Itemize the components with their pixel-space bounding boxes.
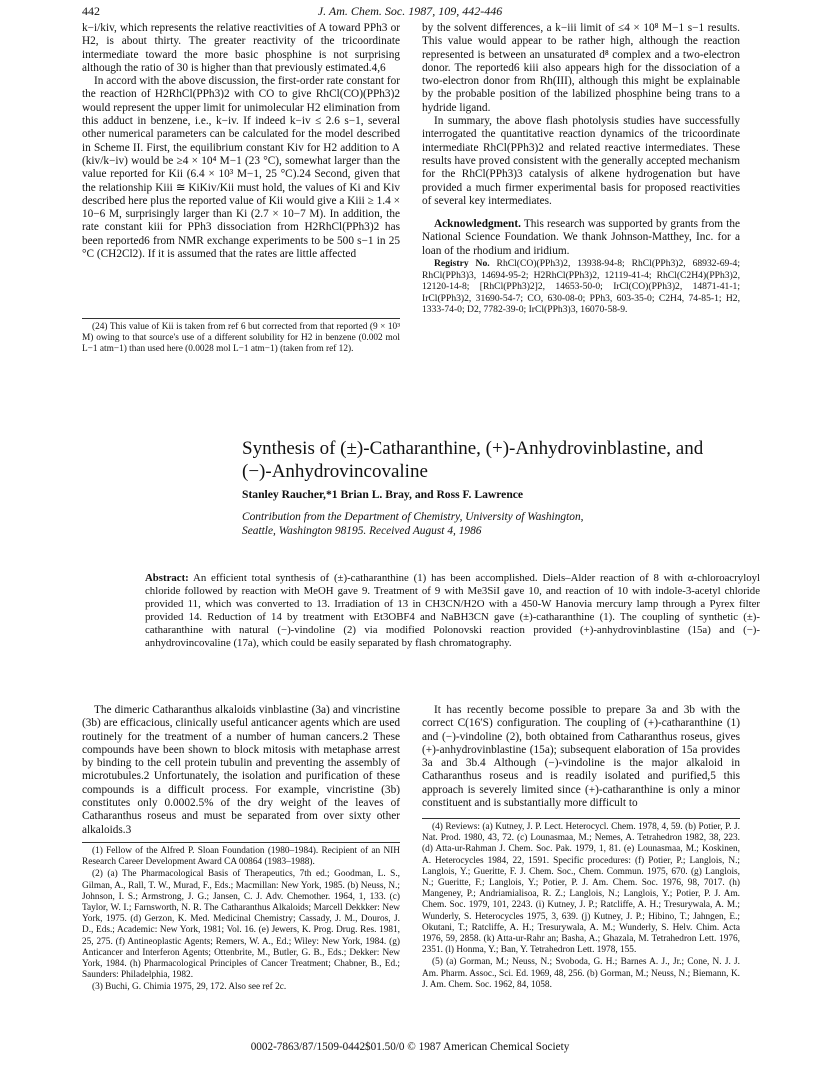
footnote: (5) (a) Gorman, M.; Neuss, N.; Svoboda, G. H.; Barnes A. J., Jr.; Cone, N. J. J. Am. Pharm. Assoc., Sci. Ed. 1969, 48, 256. (b) Gorman, M.; Neuss, N.; Biemann, K. J. Am. Chem. Soc. 1962, 84, 1058.: [422, 957, 740, 990]
paragraph: In summary, the above flash photolysis studies have successfully interrogated the quantitative reaction dynamics of the tricoordinate intermediate RhCl(PPh3)2 and related reactive intermediates. These results have proved consistent with the generally accepted mechanism for the RhCl(PPh3)3 catalysis of alkene hydrogenation but have provided a much firmer experimental basis for proposed reactivities of several key intermediates.: [422, 115, 740, 207]
footnote-rule: [82, 318, 400, 319]
page-number: 442: [82, 4, 100, 18]
footnote: (24) This value of Kii is taken from ref 6 but corrected from that reported (9 × 10³ M) owing to that source's use of a different solubility for H2 in benzene (0.002 mol L−1 atm−1) than used here (0.0028 mol L−1 atm−1) (taken from ref 12).: [82, 322, 400, 355]
paragraph: In accord with the above discussion, the first-order rate constant for the reaction of H2RhCl(PPh3)2 with CO to give RhCl(CO)(PPh3)2 would represent the upper limit for unimolecular H2 elimination from this adduct in benzene, i.e., k−iv. If indeed k−iv ≤ 2.6 s−1, several other numerical parameters can be calculated for the model described in Scheme II. First, the equilibrium constant Kiv for H2 addition to A (kiv/k−iv) would be ≥4 × 10⁴ M−1 (23 °C), somewhat larger than the value reported for Kii (6.4 × 10³ M−1, 25 °C).24 Second, given that the relationship Kiii ≅ KiKiv/Kii must hold, the values of Ki and Kiv described here plus the reported value of Kii would give a Kiii ≥ 1.4 × 10−6 M, surprisingly larger than Ki (2.7 × 10−7 M). In addition, the rate constant kiii for PPh3 dissociation from H2RhCl(PPh3)2 has been reported6 from NMR exchange experiments to be 500 s−1 in 25 °C (CH2Cl2). If it is assumed that the rates are little affected: [82, 75, 400, 261]
paragraph: k−i/kiv, which represents the relative reactivities of A toward PPh3 or H2, is about thirty. The greater reactivity of the tricoordinate intermediate toward the more basic phosphine is not surprising although the ratio of 30 is higher than that previously estimated.4,6: [82, 22, 400, 74]
footnote: (4) Reviews: (a) Kutney, J. P. Lect. Heterocycl. Chem. 1978, 4, 59. (b) Potier, P. J. Nat. Prod. 1980, 43, 72. (c) Lounasmaa, M.; Nemes, A. Tetrahedron 1982, 38, 223. (d) Atta-ur-Rahman J. Chem. Soc. Pak. 1979, 1, 81. (e) Lounasmaa, M.; Koskinen, A. Heterocycles 1984, 22, 1591. Specific procedures: (f) Potier, P.; Langlois, N.; Langlois, Y.; Gueritte, F. J. Chem. Soc., Chem. Commun. 1975, 670. (g) Langlois, N.; Gueritte, F.; Langlois, Y.; Potier, P. J. Am. Chem. Soc. 1976, 98, 7017. (h) Mangeney, P.; Andriamialisoa, R. Z.; Langlois, N.; Langlois, Y.; Potier, P. J. Am. Chem. Soc. 1979, 101, 2243. (i) Kutney, J. P.; Ratcliffe, A. H.; Tresurywala, A. M.; Wunderly, S. Heterocycles 1975, 3, 639. (j) Kutney, J. P.; Hibino, T.; Jahngen, E.; Okutani, T.; Ratcliffe, A. H.; Tresurywala, A. M.; Wunderly, S. Helv. Chim. Acta 1976, 59, 2858. (k) Atta-ur-Rahr an; Basha, A.; Ghazala, M. Tetrahedron Lett. 1976, 2351. (l) Honma, Y.; Ban, Y. Tetrahedron Lett. 1978, 155.: [422, 822, 740, 956]
article-right-footnotes: [422, 822, 740, 992]
registry-numbers: [422, 258, 740, 316]
article-title: [242, 437, 762, 483]
article-right-column: [422, 704, 740, 810]
registry-label: Registry No.: [434, 258, 490, 270]
footnote-rule: [82, 842, 400, 843]
registry-text: RhCl(CO)(PPh3)2, 13938-94-8; RhCl(PPh3)2, 68932-69-4; RhCl(PPh3)3, 14694-95-2; H2RhCl(PPh3)2, 12119-41-4; RhCl(C2H4)(PPh3)2, 12120-14-8; [RhCl(PPh3)2]2, 14653-50-0; IrCl(CO)(PPh3)2, 14871-41-1; IrCl(PPh3)2, 31690-54-7; CO, 630-08-0; PPh3, 603-35-0; C2H4, 74-85-1; H2, 1333-74-0; D2, 7782-39-0; IrCl(PPh3)3, 16070-58-9.: [422, 258, 740, 316]
paragraph: It has recently become possible to prepare 3a and 3b with the correct C(16′S) configuration. The coupling of (+)-catharanthine (1) and (−)-vindoline (2), both obtained from Catharanthus roseus, gives (+)-anhydrovinblastine (15a); subsequent elaboration of 15a provides 3a and 3b.4 Although (−)-vindoline is the major alkaloid in Catharanthus roseus and is readily isolated and purified,5 this approach is severely limited since (+)-catharanthine is only a minor constituent and is substantially more difficult to: [422, 704, 740, 810]
acknowledgment-label: Acknowledgment.: [434, 218, 521, 231]
paragraph: by the solvent differences, a k−iii limit of ≤4 × 10⁸ M−1 s−1 results. This value would appear to be rather high, although the reaction represented is between an unsaturated d⁸ complex and a two-electron donor. The reported6 kiii also appears high for the dissociation of a two-electron donor from Rh(III), although this might be explainable by the probable position of the labilized phosphine being trans to a hydride ligand.: [422, 22, 740, 114]
copyright-footer: 0002-7863/87/1509-0442$01.50/0 © 1987 American Chemical Society: [250, 1041, 570, 1053]
running-header: [82, 4, 738, 22]
affiliation-line: Seattle, Washington 98195. Received August 4, 1986: [242, 525, 482, 537]
paragraph: The dimeric Catharanthus alkaloids vinblastine (3a) and vincristine (3b) are efficacious, clinically useful anticancer agents which are used routinely for the treatment of a number of human cancers.2 These compounds have been shown to block mitosis with metaphase arrest by binding to the cell protein tubulin and preventing the assembly of microtubules.2 Unfortunately, the isolation and purification of these compounds is a difficult process. For example, vincristine (3b) constitutes only 0.0002.5% of the dry weight of the leaves of Catharanthus roseus and must be separated from over sixty other alkaloids.3: [82, 704, 400, 836]
prev-article-footnote: [82, 322, 400, 357]
abstract: [145, 572, 760, 650]
affiliation-line: Contribution from the Department of Chemistry, University of Washington,: [242, 511, 584, 523]
footnote-rule: [422, 818, 740, 819]
article-left-footnotes: [82, 846, 400, 995]
title-line: Synthesis of (±)-Catharanthine, (+)-Anhydrovinblastine, and: [242, 438, 704, 459]
acknowledgment-text: This research was supported by grants from the National Science Foundation. We thank Johnson-Matthey, Inc. for a loan of the rhodium and iridium.: [422, 218, 740, 257]
affiliation: [242, 510, 584, 538]
footnote: (2) (a) The Pharmacological Basis of Therapeutics, 7th ed.; Goodman, L. S., Gilman, A., Rall, T. W., Murad, F., Eds.; Macmillan: New York, 1985. (b) Neuss, N.; Johnson, I. S.; Armstrong, J. G.; Jansen, C. J. Adv. Chemother. 1964, 1, 133. (c) Taylor, W. I.; Farnsworth, N. R. The Catharanthus Alkaloids; Marcell Dekkker: New York, 1975. (d) Gerzon, K. Med. Medicinal Chemistry; Cassady, J. M., Douros, J. D., Eds.; Academic: New York, 1981; Vol. 16. (e) Jewers, K. Prog. Drug. Res. 1981, 25, 275. (f) Antineoplastic Agents; Remers, W. A., Ed.; Wiley: New York, 1984. (g) Anticancer and Interferon Agents; Ottenbrite, M., Butler, G. B., Eds.; Dekker: New York, 1984. (h) Pharmacological Principles of Cancer Treatment; Chabner, B., Ed.; Saunders: Philadelphia, 1982.: [82, 869, 400, 981]
footnote: (1) Fellow of the Alfred P. Sloan Foundation (1980–1984). Recipient of an NIH Research Career Development Award CA 00864 (1983–1988).: [82, 846, 400, 868]
acknowledgment: [422, 218, 740, 258]
title-line: (−)-Anhydrovincovaline: [242, 461, 428, 482]
author-list: Stanley Raucher,*1 Brian L. Bray, and Ross F. Lawrence: [242, 488, 524, 501]
journal-citation: J. Am. Chem. Soc. 1987, 109, 442-446: [317, 4, 503, 18]
abstract-label: Abstract:: [145, 572, 189, 584]
article-left-column: [82, 704, 400, 837]
abstract-text: An efficient total synthesis of (±)-catharanthine (1) has been accomplished. Diels–Alder reaction of 8 with α-chloroacryloyl chloride followed by reaction with MeOH gave 9. Treatment of 9 with Me3SiI gave 10, and reaction of 10 with indole-3-acetyl chloride provided 11, which was converted to 13. Irradiation of 13 in CH3CN/H2O with a 450-W Hanovia mercury lamp through a Pyrex filter provided 14. Reduction of 14 by treatment with Et3OBF4 and NaBH3CN gave (±)-catharanthine (1). The coupling of synthetic (±)-catharanthine with natural (−)-vindoline (2) via modified Polonovski reaction provided (+)-anhydrovinblastine (15a) and (−)-anhydrovincovaline (17a), which could be easily separated by flash chromatography.: [145, 572, 760, 649]
prev-article-right-column: [422, 22, 740, 316]
footnote: (3) Buchi, G. Chimia 1975, 29, 172. Also see ref 2c.: [92, 982, 287, 993]
prev-article-left-column: [82, 22, 400, 261]
